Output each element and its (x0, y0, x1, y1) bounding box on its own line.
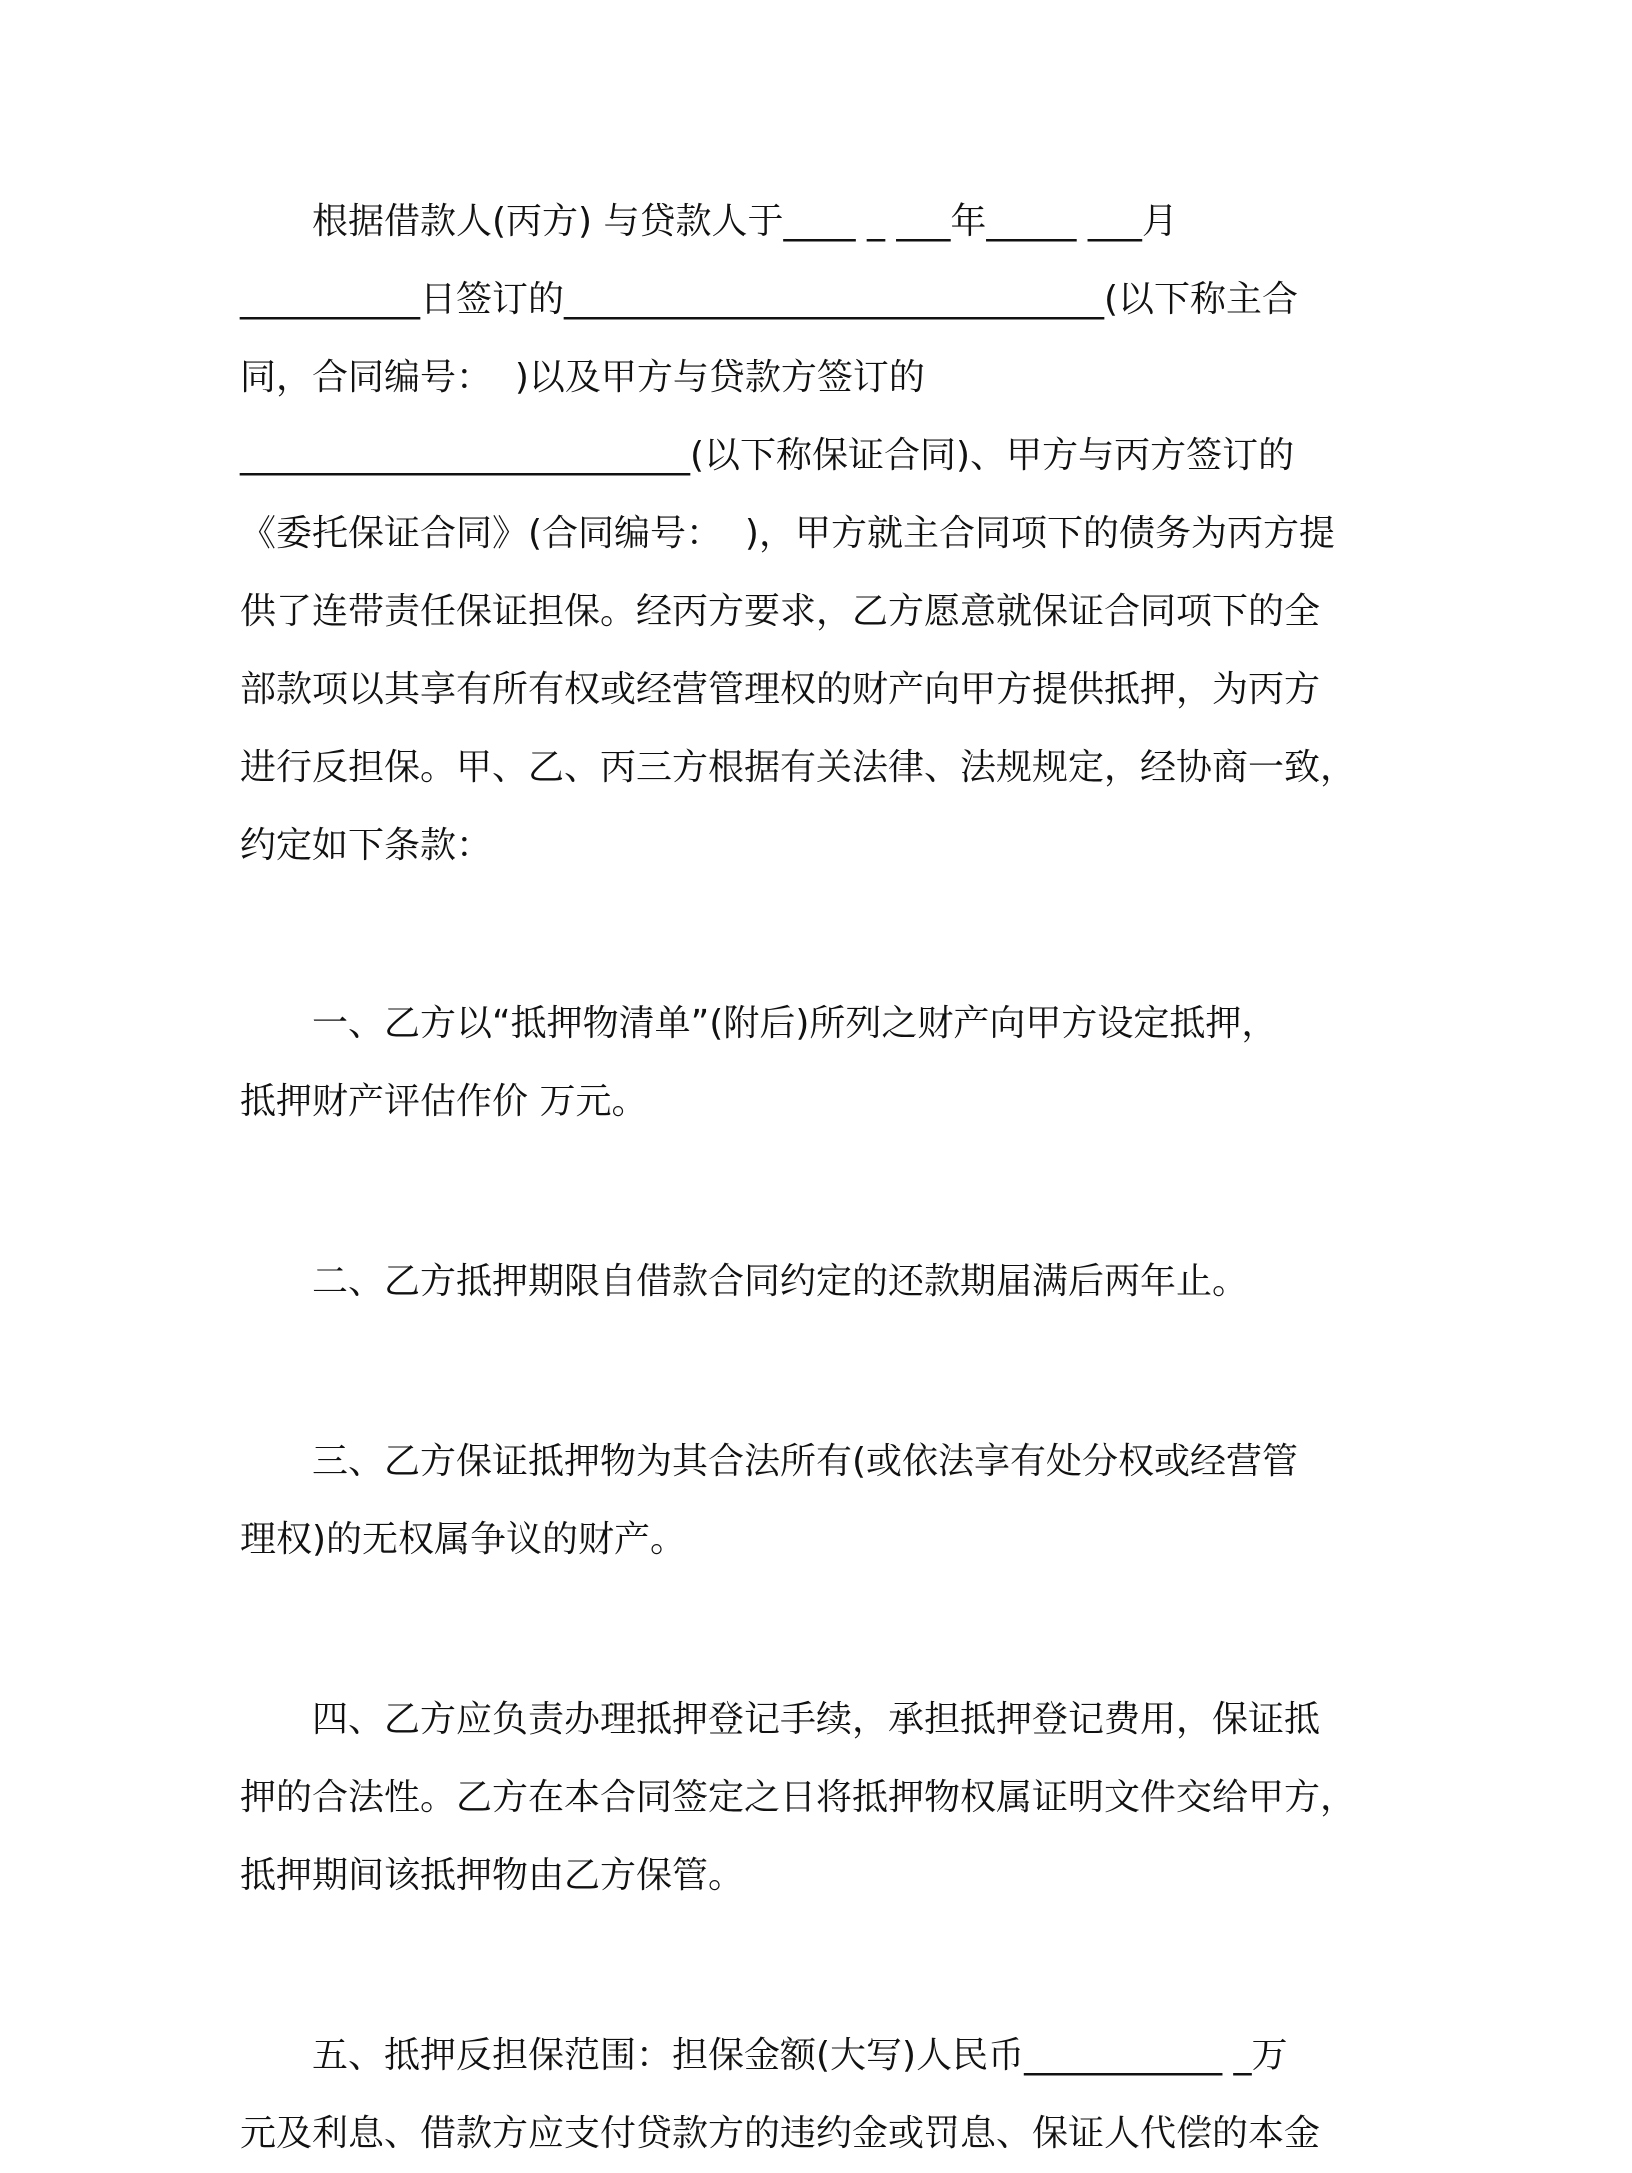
text-line: 部款项以其享有所有权或经营管理权的财产向甲方提供抵押，为丙方 (240, 669, 1321, 710)
text-line: 五、抵押反担保范围：担保金额(大写)人民币___________ _万 (240, 2035, 1288, 2076)
clause-3 (240, 1423, 1390, 1579)
text-line: 《委托保证合同》(合同编号： )，甲方就主合同项下的债务为丙方提 (240, 513, 1335, 554)
text-line: 同，合同编号： )以及甲方与贷款方签订的 (240, 357, 925, 398)
clause-2 (240, 1243, 1390, 1321)
clause-1 (240, 985, 1390, 1141)
text-line: 理权)的无权属争议的财产。 (240, 1519, 687, 1560)
paragraph-spacing (240, 1141, 1390, 1243)
paragraph-spacing (240, 1915, 1390, 2017)
text-line: 约定如下条款： (240, 825, 493, 866)
text-line: __________日签订的______________________________(以下称主合 (240, 279, 1299, 320)
document-body (240, 183, 1390, 2173)
text-line: 抵押期间该抵押物由乙方保管。 (240, 1855, 745, 1896)
clause-5 (240, 2017, 1390, 2173)
text-line: 进行反担保。甲、乙、丙三方根据有关法律、法规规定，经协商一致， (240, 747, 1357, 788)
text-line: 供了连带责任保证担保。经丙方要求，乙方愿意就保证合同项下的全 (240, 591, 1321, 632)
text-line: 一、乙方以“抵押物清单”(附后)所列之财产向甲方设定抵押， (240, 1003, 1278, 1044)
text-line: 四、乙方应负责办理抵押登记手续，承担抵押登记费用，保证抵 (240, 1699, 1321, 1740)
text-line: 抵押财产评估作价 万元。 (240, 1081, 648, 1122)
paragraph-spacing (240, 885, 1390, 985)
text-line: 押的合法性。乙方在本合同签定之日将抵押物权属证明文件交给甲方， (240, 1777, 1357, 1818)
clause-4 (240, 1681, 1390, 1915)
paragraph-spacing (240, 1579, 1390, 1681)
text-line: _________________________(以下称保证合同)、甲方与丙方签订的 (240, 435, 1295, 476)
text-line: 元及利息、借款方应支付贷款方的违约金或罚息、保证人代偿的本金 (240, 2113, 1321, 2154)
text-line: 根据借款人(丙方) 与贷款人于____ _ ___年_____ ___月 (240, 201, 1178, 242)
text-line: 三、乙方保证抵押物为其合法所有(或依法享有处分权或经营管 (240, 1441, 1299, 1482)
paragraph-preamble (240, 183, 1390, 885)
paragraph-spacing (240, 1321, 1390, 1423)
text-line: 二、乙方抵押期限自借款合同约定的还款期届满后两年止。 (240, 1261, 1249, 1302)
